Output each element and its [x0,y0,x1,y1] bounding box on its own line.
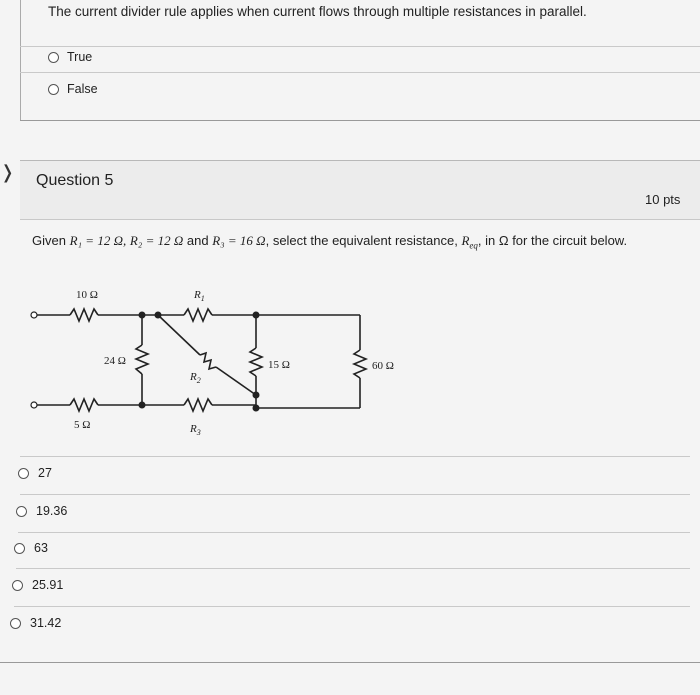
divider [20,72,700,73]
answer-option-4[interactable] [12,578,63,592]
prompt-text: and [186,233,209,248]
answer-option-5[interactable] [10,616,61,630]
terminal [31,312,37,318]
terminal [31,402,37,408]
circuit-node [139,402,146,409]
divider [18,532,690,533]
option-label: True [67,50,93,64]
divider [14,606,690,607]
label-60-ohm: 60 Ω [372,360,394,372]
answer-option-2[interactable] [16,504,67,518]
divider [16,568,690,569]
circuit-node [253,405,260,412]
circuit-node [253,392,260,399]
label-5-ohm: 5 Ω [74,419,91,431]
circuit-node [253,312,260,319]
option-label: 27 [38,466,52,480]
circuit-node [139,312,146,319]
divider [20,46,700,47]
radio-button[interactable] [14,543,25,554]
divider [20,120,700,121]
label-r1: $R_1$ [194,289,205,303]
question-points: 10 pts [645,192,681,207]
circuit-diagram [0,280,420,450]
option-true[interactable] [48,50,92,64]
prompt-text: , in Ω for the circuit below. [477,233,628,248]
divider [0,662,700,663]
label-r3: $R_3$ [190,423,201,437]
circuit-node [155,312,162,319]
radio-button[interactable] [48,84,59,95]
prompt-text: Given [32,233,66,248]
answer-option-1[interactable] [18,466,52,480]
chevron-right-icon[interactable]: ❭ [0,162,16,182]
label-24-ohm: 24 Ω [104,355,126,367]
label-r2: $R_2$ [190,371,201,385]
radio-button[interactable] [48,52,59,63]
radio-button[interactable] [10,618,21,629]
r1-value: R₁ = 12 Ω, [69,233,127,248]
option-label: 25.91 [32,578,64,592]
radio-button[interactable] [16,506,27,517]
answer-option-3[interactable] [14,541,48,555]
divider [20,456,690,457]
question-prompt [32,232,692,255]
previous-question-statement: The current divider rule applies when current flows through multiple resistances in parallel. [48,4,587,19]
radio-button[interactable] [18,468,29,479]
option-label: 63 [34,541,48,555]
divider [20,494,690,495]
panel-left-border [20,0,21,120]
question-title: Question 5 [36,172,114,189]
option-label: 19.36 [36,504,68,518]
option-label: False [67,82,98,96]
question-header [20,160,700,220]
radio-button[interactable] [12,580,23,591]
r3-value: R₃ = 16 Ω [212,233,266,248]
label-10-ohm: 10 Ω [76,289,98,301]
req-symbol: $R_{eq}$ [461,233,478,251]
prompt-text: , select the equivalent resistance, [265,233,458,248]
r2-value: R₂ = 12 Ω [129,233,184,248]
label-15-ohm: 15 Ω [268,359,290,371]
option-false[interactable] [48,82,98,96]
option-label: 31.42 [30,616,62,630]
